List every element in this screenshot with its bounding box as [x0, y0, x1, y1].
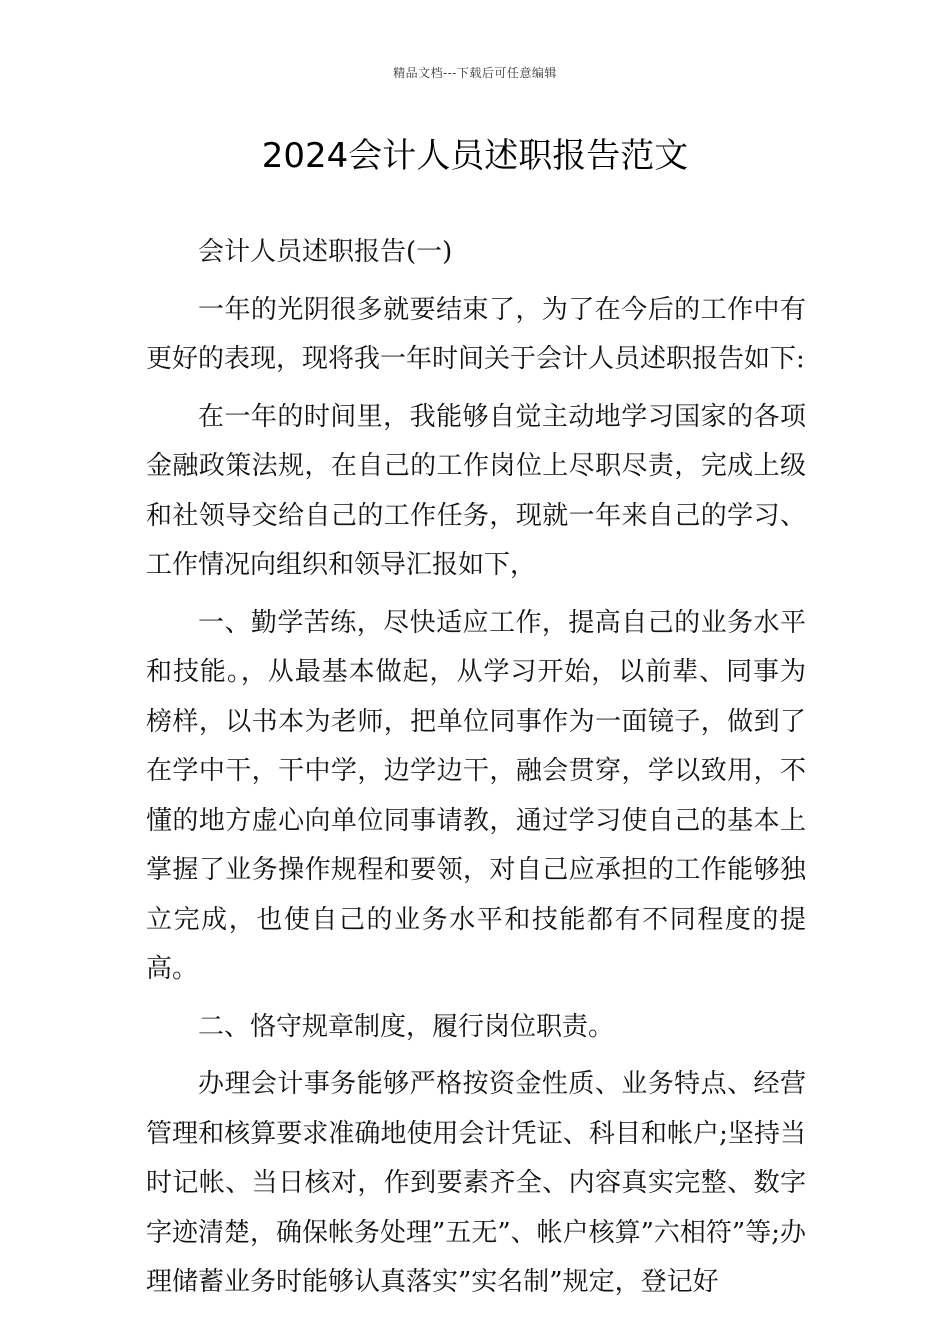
- document-body: [146, 228, 806, 1316]
- running-header: 精品文档---下载后可任意编辑: [393, 66, 557, 80]
- paragraph-point-two-heading: 二、恪守规章制度，履行岗位职责。: [198, 1011, 615, 1042]
- paragraph-overview: 在一年的时间里，我能够自觉主动地学习国家的各项金融政策法规，在自己的工作岗位上尽职尽责，完成上级和社领导交给自己的工作任务，现就一年来自己的学习、工作情况向组织和领导汇报如下，: [146, 401, 806, 580]
- paragraph-point-one: 一、勤学苦练，尽快适应工作，提高自己的业务水平和技能。，从最基本做起，从学习开始，以前辈、同事为榜样，以书本为老师，把单位同事作为一面镜子，做到了在学中干，干中学，边学边干，融会贯穿，学以致用，不懂的地方虚心向单位同事请教，通过学习使自己的基本上掌握了业务操作规程和要领，对自己应承担的工作能够独立完成，也使自己的业务水平和技能都有不同程度的提高。: [146, 607, 806, 984]
- section-heading-report-one: 会计人员述职报告(一): [198, 237, 453, 267]
- document-title: 2024会计人员述职报告范文: [261, 136, 689, 176]
- paragraph-intro: 一年的光阴很多就要结束了，为了在今后的工作中有更好的表现，现将我一年时间关于会计人员述职报告如下:: [146, 294, 806, 374]
- paragraph-point-two-body: 办理会计事务能够严格按资金性质、业务特点、经营管理和核算要求准确地使用会计凭证、科目和帐户;坚持当时记帐、当日核对，作到要素齐全、内容真实完整、数字字迹清楚，确保帐务处理”五无”、帐户核算”六相符”等;办理储蓄业务时能够认真落实”实名制”规定，登记好: [146, 1069, 806, 1297]
